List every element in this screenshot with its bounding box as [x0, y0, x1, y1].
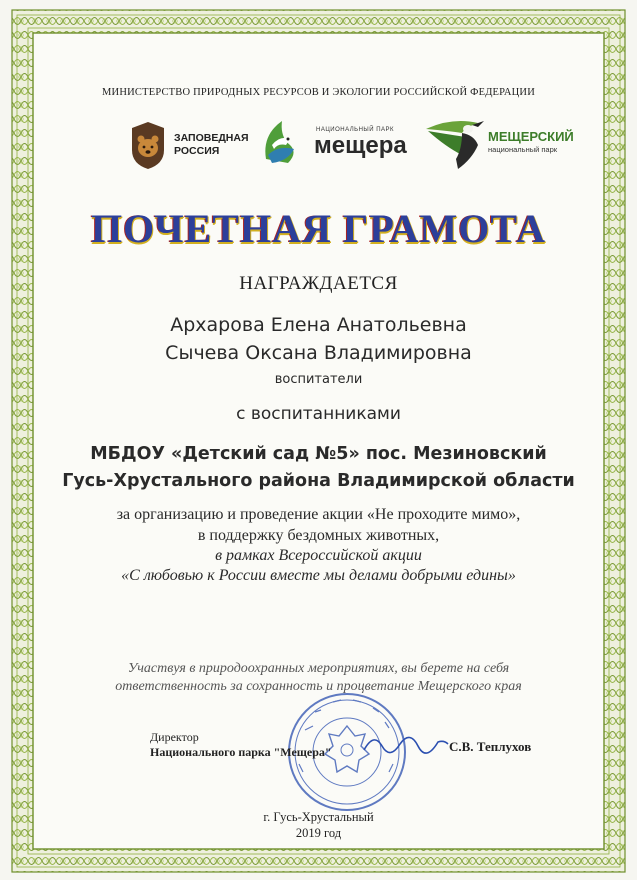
meshchersky-sub: национальный парк [488, 145, 558, 154]
meshchersky-logo [422, 115, 582, 175]
organization-line-2: Гусь-Хрустального района Владимирской области [62, 471, 575, 491]
motto-line-2: ответственность за сохранность и процветание Мещерского края [115, 679, 522, 694]
reason-line-3: в рамках Всероссийской акции [215, 547, 422, 564]
signature-title-line-2: Национального парка "Мещера" [150, 745, 332, 759]
signature-scribble-icon [360, 722, 450, 762]
signature-title-line-1: Директор [150, 730, 199, 744]
crane-bird-icon [422, 115, 488, 173]
meshchera-logo [258, 115, 418, 175]
zapovednaya-line1: ЗАПОВЕДНАЯ [174, 132, 249, 144]
with-pupils: с воспитанниками [236, 404, 401, 424]
recipient-role: воспитатели [274, 372, 363, 387]
footer-year: 2019 год [295, 826, 342, 840]
reason-line-4: «С любовью к России вместе мы делами добрыми едины» [121, 567, 516, 584]
awarded-label: НАГРАЖДАЕТСЯ [239, 273, 398, 294]
meshchera-name: мещера [314, 132, 407, 159]
meshchersky-name: МЕЩЕРСКИЙ [488, 129, 574, 144]
recipient-name-1: Архарова Елена Анатольевна [170, 314, 467, 336]
footer-city: г. Гусь-Хрустальный [263, 810, 374, 824]
recipient-name-2: Сычева Оксана Владимировна [165, 342, 472, 364]
zapovednaya-rossiya-logo [128, 120, 248, 174]
motto-line-1: Участвуя в природоохранных мероприятиях, вы берете на себя [127, 661, 510, 676]
bear-icon [128, 120, 168, 170]
organization-line-1: МБДОУ «Детский сад №5» пос. Мезиновский [90, 444, 547, 464]
zapovednaya-line2: РОССИЯ [174, 145, 220, 157]
reason-line-1: за организацию и проведение акции «Не проходите мимо», [116, 506, 521, 523]
signature-name: С.В. Теплухов [449, 739, 532, 754]
ministry-header: МИНИСТЕРСТВО ПРИРОДНЫХ РЕСУРСОВ И ЭКОЛОГИИ РОССИЙСКОЙ ФЕДЕРАЦИИ [102, 87, 535, 98]
heron-emblem-icon [258, 115, 308, 169]
reason-line-2: в поддержку бездомных животных, [197, 527, 440, 544]
meshchera-small-text: НАЦИОНАЛЬНЫЙ ПАРК [316, 127, 395, 133]
certificate-title: ПОЧЕТНАЯ ГРАМОТА [91, 206, 546, 251]
